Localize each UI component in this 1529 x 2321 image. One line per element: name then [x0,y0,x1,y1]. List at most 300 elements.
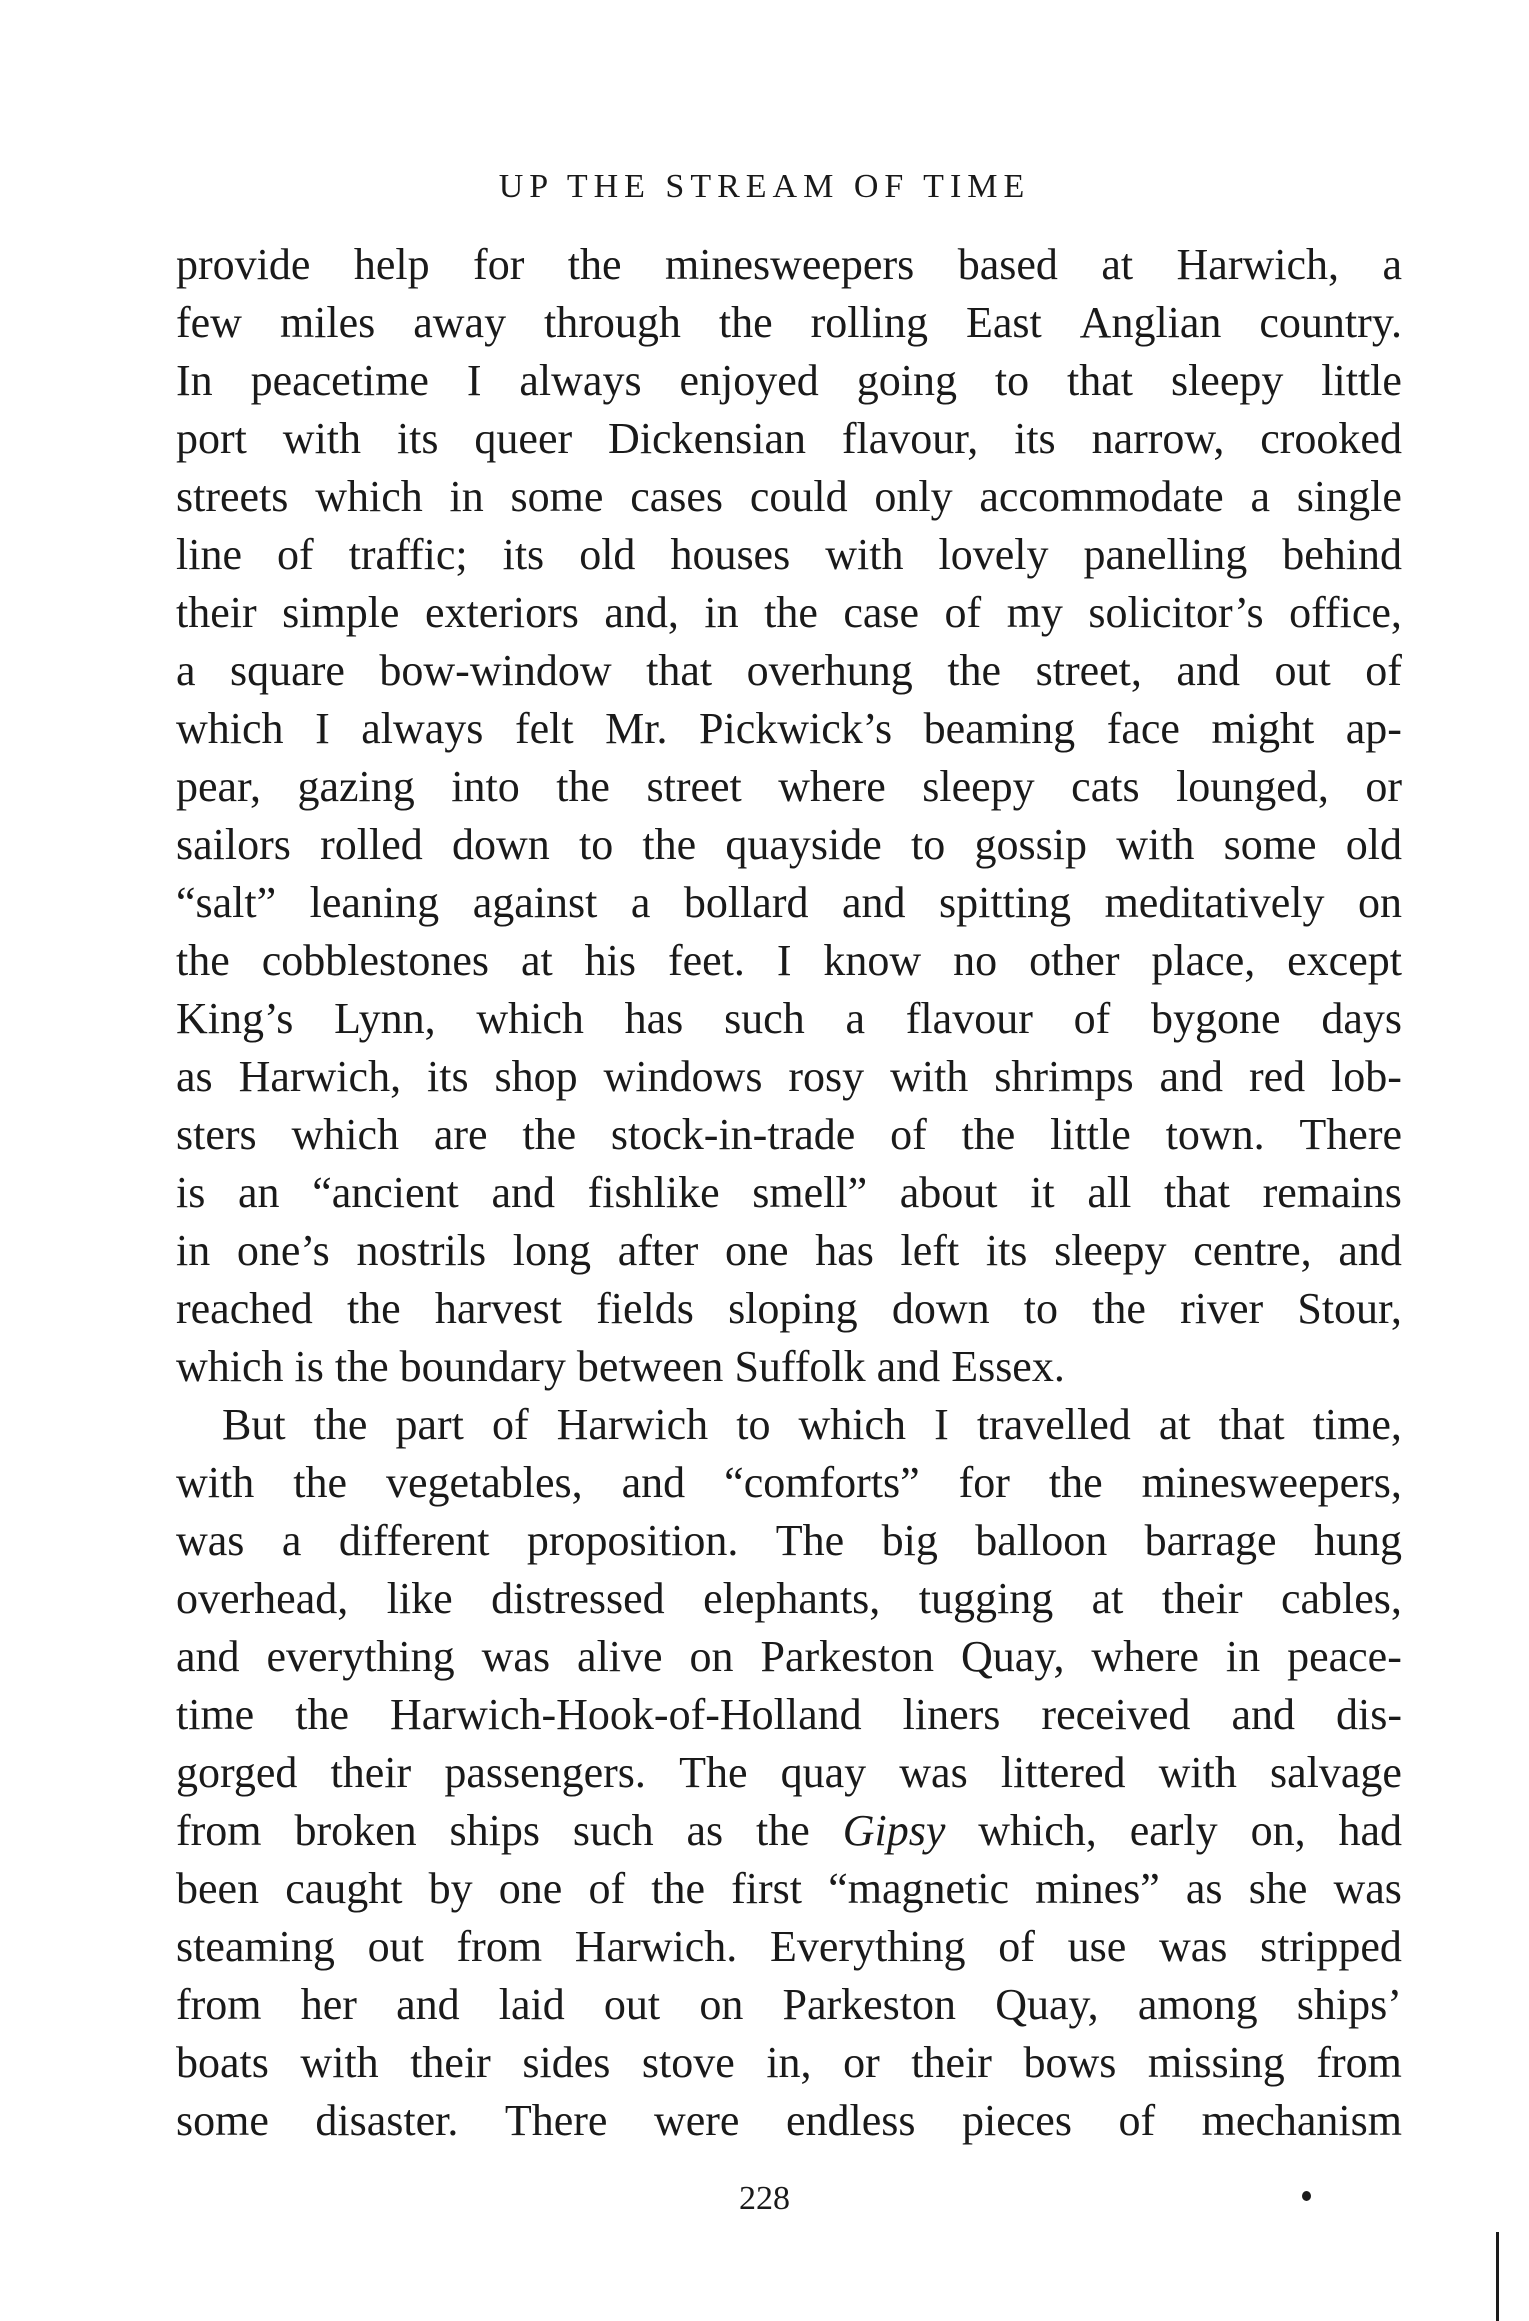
text-word: little [1050,1110,1131,1159]
text-word: the [642,820,697,869]
text-word: or [1365,762,1402,811]
text-line [176,1744,1402,1802]
text-word: my [1006,588,1063,637]
text-word: to [911,820,946,869]
text-line [176,1802,1402,1860]
text-word: a [281,1516,302,1565]
text-word: no [953,936,998,985]
text-word: endless [785,2096,916,2145]
text-word: of [277,530,314,579]
text-word: has [624,994,684,1043]
text-word: vegetables, [385,1458,583,1507]
text-word: ships [449,1806,541,1855]
text-word: broken [294,1806,417,1855]
text-word: their [176,588,257,637]
text-word: out [603,1980,661,2029]
text-word: on, [1250,1806,1306,1855]
text-word: early [1129,1806,1218,1855]
text-word: Quay, [995,1980,1099,2029]
text-word: their [410,2038,491,2087]
text-word: time, [1312,1400,1402,1449]
text-word: the [293,1458,347,1507]
text-word: office, [1289,588,1402,637]
text-word: Everything [770,1922,966,1971]
text-word: been [176,1864,260,1913]
text-word: away [413,298,507,347]
text-word: stock-in-trade [610,1110,856,1159]
text-line [176,932,1402,990]
text-word: a [176,646,196,695]
text-line [176,1454,1402,1512]
text-word: at [1158,1400,1191,1449]
text-word: its [427,1052,469,1101]
text-word: face [1106,704,1180,753]
text-word: at [1091,1574,1124,1623]
text-word: of [1365,646,1402,695]
text-word: harvest [434,1284,562,1333]
text-word: with [825,530,904,579]
text-word: between [576,1342,735,1391]
text-word: lob- [1331,1052,1402,1101]
body-text [176,236,1402,2150]
text-word: which [315,472,423,521]
text-word: from [1316,2038,1402,2087]
text-word: with [1116,820,1195,869]
text-word: proposition. [526,1516,739,1565]
text-word: leaning [309,878,440,927]
text-word: Harwich-Hook-of-Holland [390,1690,862,1739]
text-word: sloping [728,1284,858,1333]
text-word: has [815,1226,874,1275]
text-word: bow-window [379,646,612,695]
text-word: Pickwick’s [699,704,893,753]
text-word: cats [1071,762,1140,811]
text-line [176,1918,1402,1976]
text-word: There [1299,1110,1402,1159]
text-word: Lynn, [334,994,436,1043]
text-word: The [679,1748,748,1797]
text-word: to [1023,1284,1058,1333]
text-word: to [578,820,614,869]
text-word: port [176,414,247,463]
text-word: square [230,646,345,695]
text-word: from [456,1922,543,1971]
text-word: smell” [752,1168,868,1217]
text-word: which [176,704,284,753]
text-word: reached [176,1284,313,1333]
text-word: hung [1314,1516,1402,1565]
text-word: his [584,936,636,985]
text-word: gorged [176,1748,298,1797]
text-word: gazing [297,762,415,811]
text-word: traffic; [348,530,468,579]
text-word: littered [1000,1748,1126,1797]
text-word: big [881,1516,938,1565]
text-word: bows [1023,2038,1117,2087]
text-word: down [451,820,550,869]
text-word: are [433,1110,488,1159]
text-word: sleepy [922,762,1035,811]
text-word: with [176,1458,255,1507]
text-word: Quay, [961,1632,1065,1681]
text-word: always [361,704,484,753]
text-word: which [798,1400,907,1449]
text-word: out [1274,646,1331,695]
text-word: help [353,240,430,289]
text-word: was [1333,1864,1402,1913]
text-word: the [567,240,622,289]
text-line [176,1512,1402,1570]
text-word: that [1218,1400,1285,1449]
text-word: missing [1147,2038,1285,2087]
text-word: I [776,936,792,985]
text-word: the [522,1110,577,1159]
text-word: ap- [1345,704,1402,753]
text-word: the [756,1806,810,1855]
text-word: among [1137,1980,1258,2029]
text-word: she [1248,1864,1308,1913]
text-line [176,526,1402,584]
text-word: with [1158,1748,1237,1797]
text-word: “magnetic [828,1864,1009,1913]
text-word: had [1338,1806,1402,1855]
text-word: into [451,762,520,811]
text-word: lovely [938,530,1049,579]
text-word: its [985,1226,1028,1275]
text-line [176,410,1402,468]
text-line [176,1860,1402,1918]
text-word: which [476,994,584,1043]
text-word: were [653,2096,740,2145]
text-word: as [176,1052,213,1101]
text-word: line [176,530,242,579]
text-word: alive [577,1632,663,1681]
text-word: that [1067,356,1134,405]
text-word: a [630,878,651,927]
text-word: an [238,1168,280,1217]
text-word: time [176,1690,255,1739]
text-word: with [282,414,362,463]
text-word: with [890,1052,969,1101]
text-word: rosy [788,1052,865,1101]
text-line [176,1570,1402,1628]
text-word: some [510,472,604,521]
text-word: case [843,588,920,637]
text-word: King’s [176,994,294,1043]
text-word: street [646,762,742,811]
text-word: Parkeston [760,1632,935,1681]
text-word: of [588,1864,626,1913]
text-word: that [1163,1168,1230,1217]
text-word: different [338,1516,490,1565]
text-word: its [1014,414,1056,463]
text-word: But [222,1400,286,1449]
text-line [176,642,1402,700]
text-word: after [617,1226,699,1275]
text-word: the [651,1864,706,1913]
text-word: Harwich. [574,1922,738,1971]
text-word: the [295,1690,349,1739]
text-word: Parkeston [782,1980,957,2029]
page-number: 228 [739,2180,790,2217]
text-word: disaster. [315,2096,459,2145]
text-word: accommodate [979,472,1224,521]
text-word: the [764,588,818,637]
text-word: is [176,1168,206,1217]
text-word: sleepy [1170,356,1284,405]
text-word: a [1250,472,1271,521]
text-word: shop [494,1052,578,1101]
text-word: other [1029,936,1120,985]
text-word: flavour, [841,414,979,463]
text-word: of [491,1400,529,1449]
text-word: on [699,1980,744,2029]
text-word: solicitor’s [1088,588,1264,637]
text-word: stove [641,2038,735,2087]
text-word: old [1345,820,1402,869]
text-word: meditatively [1104,878,1325,927]
text-word: The [775,1516,845,1565]
text-word: which [176,1342,295,1391]
text-word: that [646,646,713,695]
text-word: quay [780,1748,867,1797]
text-word: which, [978,1806,1097,1855]
text-word: East [965,298,1042,347]
text-word: except [1287,936,1402,985]
text-word: of [944,588,982,637]
text-word: of [890,1110,927,1159]
text-word: place, [1151,936,1256,985]
text-word: I [315,704,330,753]
text-word: one [498,1864,563,1913]
text-line [176,816,1402,874]
text-line [176,584,1402,642]
text-word: long [512,1226,591,1275]
text-word: in [176,1226,211,1275]
text-word: use [1067,1922,1127,1971]
text-word: exteriors [424,588,579,637]
text-word: their [330,1748,412,1797]
text-word: ships’ [1296,1980,1402,2029]
text-word: based [957,240,1058,289]
text-word: windows [603,1052,763,1101]
text-word: the [176,936,230,985]
text-word: caught [285,1864,403,1913]
text-word: one [724,1226,789,1275]
text-word: with [300,2038,379,2087]
text-word: narrow, [1091,414,1225,463]
text-word: mechanism [1201,2096,1402,2145]
text-line [176,1396,1402,1454]
text-word: stripped [1260,1922,1402,1971]
text-line [176,236,1402,294]
text-word: all [1087,1168,1132,1217]
text-word: fields [596,1284,694,1333]
text-word: their [911,2038,992,2087]
text-word: panelling [1083,530,1248,579]
text-word: pieces [962,2096,1072,2145]
text-word: was [1158,1922,1228,1971]
text-word: and [1338,1226,1402,1275]
text-word: going [856,356,957,405]
text-word: salvage [1269,1748,1402,1797]
text-word: at [1101,240,1134,289]
text-line [176,352,1402,410]
text-word: in [704,588,739,637]
text-line [176,1106,1402,1164]
text-word: Stour, [1297,1284,1402,1333]
text-line [176,1048,1402,1106]
text-word: the [313,1400,368,1449]
text-word: passengers. [444,1748,646,1797]
text-word: her [300,1980,357,2029]
text-word: days [1321,994,1402,1043]
text-word: beaming [923,704,1076,753]
text-word: down [891,1284,990,1333]
text-word: enjoyed [679,356,819,405]
text-word: sides [522,2038,611,2087]
text-word: and [1231,1690,1295,1739]
text-word: behind [1282,530,1402,579]
text-word: which [291,1110,399,1159]
text-word: “salt” [176,878,277,927]
text-line [176,1686,1402,1744]
text-word: some [1223,820,1317,869]
text-word: town. [1165,1110,1265,1159]
text-word: and [1159,1052,1224,1101]
text-word: sailors [176,820,291,869]
text-word: the [947,646,1002,695]
text-word: a [845,994,866,1043]
text-word: bygone [1151,994,1281,1043]
text-word: to [736,1400,771,1449]
text-word: liners [902,1690,1001,1739]
text-word: where [1091,1632,1199,1681]
text-word: tugging [918,1574,1054,1623]
text-word: minesweepers [665,240,915,289]
text-word: where [778,762,886,811]
text-line [176,758,1402,816]
text-word: spitting [939,878,1072,927]
text-word: its [396,414,439,463]
text-word: miles [279,298,376,347]
text-word: sters [176,1110,257,1159]
text-word: lounged, [1176,762,1329,811]
text-word: in [449,472,484,521]
text-word: peacetime [250,356,429,405]
text-word: mines” [1035,1864,1160,1913]
text-word: the [1092,1284,1146,1333]
text-word: I [466,356,482,405]
text-word: is [294,1342,335,1391]
text-word: and [1176,646,1240,695]
text-word: and [491,1168,555,1217]
text-word: know [823,936,922,985]
text-word: boundary [399,1342,577,1391]
text-word: received [1041,1690,1191,1739]
text-word: one’s [236,1226,330,1275]
text-word: nostrils [356,1226,487,1275]
text-word: distressed [491,1574,665,1623]
text-word: barrage [1144,1516,1277,1565]
text-word: the [961,1110,1016,1159]
text-word: was [176,1516,245,1565]
text-word: centre, [1193,1226,1312,1275]
text-word: against [472,878,598,927]
text-word: of [1073,994,1111,1043]
text-word: such [724,994,805,1043]
text-word: steaming [176,1922,335,1971]
text-word: balloon [975,1516,1108,1565]
text-word: some [176,2096,269,2145]
text-word: pear, [176,762,261,811]
text-word: quayside [725,820,882,869]
text-word: cables, [1280,1574,1402,1623]
text-word: in, [766,2038,812,2087]
text-word: Harwich, [238,1052,402,1101]
text-word: Gipsy [842,1806,946,1855]
text-word: only [874,472,953,521]
text-line [176,874,1402,932]
text-line [176,1338,1402,1396]
text-word: Essex. [951,1342,1065,1391]
text-word: everything [266,1632,455,1681]
text-word: the [1048,1458,1103,1507]
text-word: gossip [974,820,1087,869]
text-word: river [1180,1284,1264,1333]
text-word: minesweepers, [1141,1458,1402,1507]
text-word: as [1185,1864,1223,1913]
text-word: to [994,356,1030,405]
text-word: in [1225,1632,1261,1681]
text-word: part [395,1400,464,1449]
text-word: and, [604,588,679,637]
text-word: sleepy [1054,1226,1167,1275]
text-word: about [899,1168,998,1217]
text-line [176,1222,1402,1280]
text-word: at [520,936,553,985]
text-word: and [396,1980,460,2029]
text-word: could [749,472,848,521]
text-word: dis- [1335,1690,1402,1739]
text-word: remains [1262,1168,1402,1217]
text-word: it [1030,1168,1055,1217]
text-line [176,1280,1402,1338]
text-word: for [473,240,525,289]
bullet-mark [1302,2191,1311,2201]
running-head: UP THE STREAM OF TIME [498,168,1031,205]
text-word: Harwich, [1176,240,1340,289]
text-word: always [519,356,642,405]
text-word: their [1161,1574,1243,1623]
text-word: like [386,1574,453,1623]
text-word: “comforts” [724,1458,920,1507]
text-word: queer [474,414,573,463]
text-word: I [934,1400,949,1449]
text-word: from [176,1980,262,2029]
text-word: out [367,1922,424,1971]
text-word: overhead, [176,1574,349,1623]
text-line [176,700,1402,758]
text-word: the [718,298,773,347]
text-word: and [621,1458,686,1507]
text-word: on [689,1632,734,1681]
text-word: simple [282,588,400,637]
text-word: houses [670,530,791,579]
text-word: by [428,1864,473,1913]
text-word: shrimps [994,1052,1134,1101]
text-word: through [544,298,681,347]
